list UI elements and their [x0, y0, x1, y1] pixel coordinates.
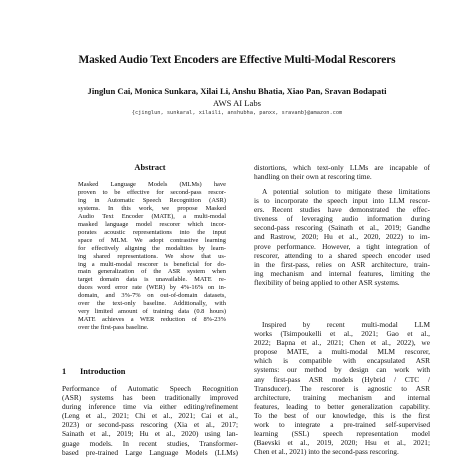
- intro-line: during inference time via either editing/refinement: [62, 402, 238, 412]
- body-line: A potential solution to mitigate these limitations: [262, 187, 430, 196]
- abstract-line: MATE achieves a WER reduction of 8%-23%: [78, 316, 226, 324]
- right-paragraph-2: [254, 187, 430, 287]
- abstract-line: domain, and 3%-7% on out-of-domain datasets,: [78, 292, 226, 300]
- section-number: 1: [62, 367, 67, 376]
- abstract-line: main generalization of the ASR system when: [78, 268, 226, 276]
- body-line: in the first-pass, relies on ASR architecture, train-: [254, 259, 430, 269]
- right-paragraph-1: [254, 163, 430, 181]
- abstract-line: ing shared representations. We show that us-: [78, 252, 226, 260]
- intro-line: based pre-trained Large Language Models (LLMs): [62, 447, 238, 457]
- author-list: Jinglun Cai, Monica Sunkara, Xilai Li, Anshu Bhatia, Xiao Pan, Sravan Bodapati: [87, 86, 387, 96]
- section-heading-introduction: [62, 367, 238, 376]
- body-line: 2022; Bapna et al., 2021; Chen et al., 2022), we: [254, 338, 430, 348]
- right-paragraph-3: [254, 320, 430, 456]
- body-line: Transducer). The rescorer is agnostic to ASR: [254, 383, 430, 393]
- body-line: is to incorporate the speech input into LLM rescor-: [254, 196, 430, 206]
- abstract-line: porates acoustic representations into the input: [78, 228, 226, 236]
- body-line: tiveness of leveraging audio information during: [254, 214, 430, 224]
- intro-line: guage models. In recent studies, Transformer-: [62, 438, 238, 448]
- intro-line: Performance of Automatic Speech Recognition: [62, 384, 238, 393]
- introduction-body: [62, 384, 238, 457]
- body-line: second-pass rescoring (Sainath et al., 2019; Gandhe: [254, 223, 430, 233]
- body-line: Chen et al., 2021) into the second-pass rescoring.: [254, 447, 399, 457]
- abstract-line: for effectively aligning the modalities by learn-: [78, 244, 226, 252]
- body-line: To the best of our knowledge, this is the first: [254, 410, 430, 420]
- abstract-line: Masked Language Models (MLMs) have: [78, 181, 226, 188]
- abstract-line: ing in Automatic Speech Recognition (ASR): [78, 196, 226, 204]
- abstract-line: Audio Text Encoder (MATE), a multi-modal: [78, 212, 226, 220]
- abstract-line: systems. In this work, we propose Masked: [78, 204, 226, 212]
- body-line: distortions, which text-only LLMs are incapable of: [254, 163, 430, 172]
- body-line: works (Tsimpoukelli et al., 2021; Gao et al.,: [254, 329, 430, 339]
- abstract-line: duces word error rate (WER) by 4%-16% on in-: [78, 284, 226, 292]
- body-line: which is compatible with encapsulated ASR: [254, 356, 430, 366]
- body-line: handling on their own at rescoring time.: [254, 172, 372, 182]
- body-line: rescorer, attending to a shared speech encoder used: [254, 250, 430, 260]
- body-line: ers. Recent studies have demonstrated the effec-: [254, 205, 430, 215]
- body-line: work to integrate a pre-trained self-supervised: [254, 420, 430, 430]
- body-line: prove performance. However, a tight integration of: [254, 241, 430, 251]
- abstract-line: target domain data is unavailable. MATE re-: [78, 276, 226, 284]
- body-line: propose MATE, a multi-modal MLM rescorer,: [254, 347, 430, 357]
- abstract-line: proven to be effective for second-pass rescor-: [78, 188, 226, 196]
- body-line: any first-pass ASR models (Hybrid / CTC /: [254, 374, 430, 384]
- abstract-line: over the text-only baseline. Additionally, with: [78, 300, 226, 308]
- body-line: Inspired by recent multi-modal LLM: [262, 320, 430, 329]
- body-line: (Baevski et al., 2019, 2020; Hsu et al., 2021;: [254, 438, 430, 448]
- abstract-line: masked language model rescorer which incor-: [78, 220, 226, 228]
- author-emails: {cjinglun, sunkaral, xilaili, anshubha, panxx, sravanb}@amazon.com: [131, 110, 343, 116]
- abstract-line: space of MLM. We adopt contrastive learning: [78, 236, 226, 244]
- body-line: ing mechanism and internal features, limiting the: [254, 268, 430, 278]
- body-line: architecture, training mechanism and internal: [254, 392, 430, 402]
- affiliation: AWS AI Labs: [212, 98, 261, 108]
- abstract-body: [78, 181, 226, 332]
- abstract-heading: Abstract: [134, 163, 166, 172]
- section-title: Introduction: [80, 367, 126, 376]
- intro-line: Sainath et al., 2019; Hu et al., 2020) using lan-: [62, 429, 238, 439]
- intro-line: (ASR) systems has been traditionally improved: [62, 393, 238, 403]
- intro-line: 2023) or second-pass rescoring (Xia et al., 2017;: [62, 420, 238, 430]
- intro-line: (Leng et al., 2021; Chi et al., 2021; Cai et al.,: [62, 411, 238, 421]
- body-line: and Rastrow, 2020; Hu et al., 2020, 2022) to im-: [254, 232, 430, 242]
- body-line: features, leading to better generalization capability.: [254, 401, 430, 411]
- body-line: flexibility of being applied to other ASR systems.: [254, 277, 400, 287]
- abstract-line: very limited amount of training data (0.8 hours): [78, 308, 226, 316]
- abstract-line: ing a multi-modal rescorer is beneficial for do-: [78, 260, 226, 268]
- body-line: learning (SSL) speech representation model: [254, 429, 430, 439]
- body-line: systems: our method by design can work with: [254, 365, 430, 375]
- paper-title: Masked Audio Text Encoders are Effective Multi-Modal Rescorers: [78, 54, 396, 66]
- abstract-line: over the first-pass baseline.: [78, 324, 149, 332]
